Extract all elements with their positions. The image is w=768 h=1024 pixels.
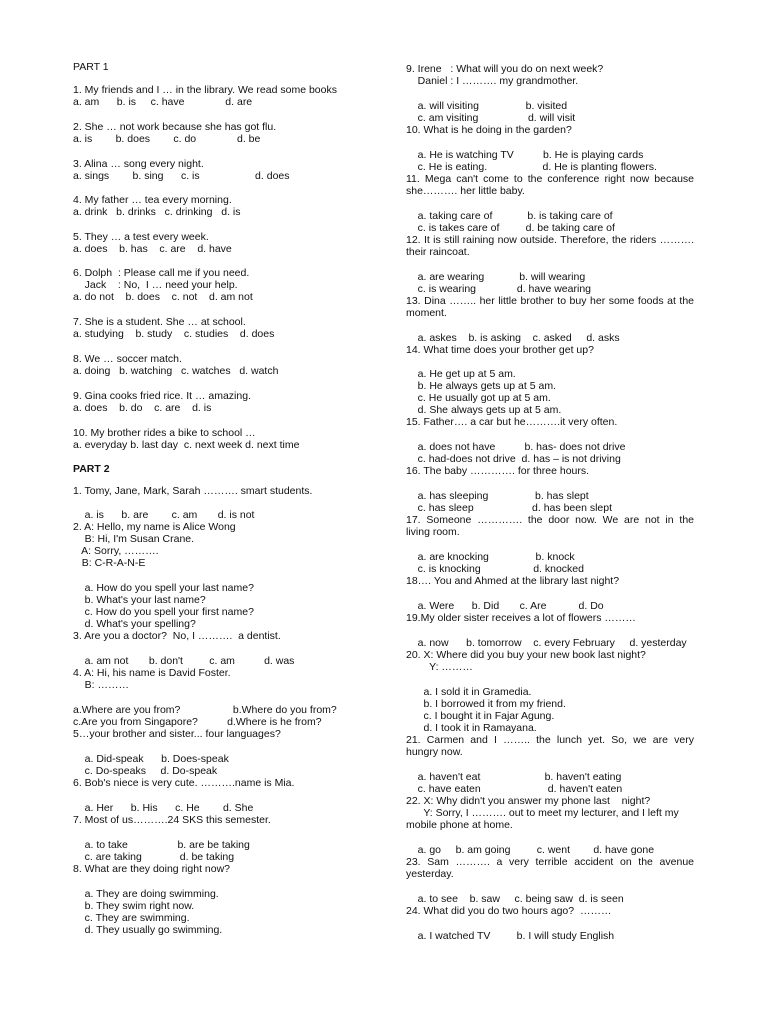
text-line: c. is knocking d. knocked bbox=[406, 563, 584, 575]
text-line: b. What's your last name? bbox=[73, 594, 206, 606]
text-line: c. He is eating. d. He is planting flowers. bbox=[406, 161, 657, 173]
text-line: 20. X: Where did you buy your new book last night? bbox=[406, 649, 646, 661]
text-line: a. to see b. saw c. being saw d. is seen bbox=[406, 893, 624, 905]
text-line: c. Do-speaks d. Do-speak bbox=[73, 765, 218, 777]
text-line: B: C-R-A-N-E bbox=[73, 557, 146, 569]
text-line: c.Are you from Singapore? d.Where is he from? bbox=[73, 716, 322, 728]
text-line: a. He is watching TV b. He is playing cards bbox=[406, 149, 644, 161]
text-line: a. askes b. is asking c. asked d. asks bbox=[406, 332, 620, 344]
text-line: 14. What time does your brother get up? bbox=[406, 344, 594, 356]
text-line: yesterday. bbox=[406, 868, 454, 880]
text-line: a. am b. is c. have d. are bbox=[73, 96, 253, 108]
text-line: a. everyday b. last day c. next week d. next time bbox=[73, 439, 300, 451]
text-line: a. I watched TV b. I will study English bbox=[406, 930, 615, 942]
text-line: 24. What did you do two hours ago? ……… bbox=[406, 905, 612, 917]
text-line: 7. Most of us……….24 SKS this semester. bbox=[73, 814, 271, 826]
text-line: 1. Tomy, Jane, Mark, Sarah ………. smart students. bbox=[73, 485, 313, 497]
text-line: c. are taking d. be taking bbox=[73, 851, 235, 863]
text-line: c. had-does not drive d. has – is not driving bbox=[406, 453, 621, 465]
text-line: a. I sold it in Gramedia. bbox=[406, 686, 532, 698]
text-line: a. drink b. drinks c. drinking d. is bbox=[73, 206, 241, 218]
text-line: a. does not have b. has- does not drive bbox=[406, 441, 626, 453]
text-line: c. has sleep d. has been slept bbox=[406, 502, 613, 514]
text-line: a. studying b. study c. studies d. does bbox=[73, 328, 275, 340]
text-line: 12. It is still raining now outside. Therefore, the riders ………. bbox=[406, 234, 694, 246]
text-line: hungry now. bbox=[406, 746, 463, 758]
text-line: a. are knocking b. knock bbox=[406, 551, 575, 563]
text-line: c. is takes care of d. be taking care of bbox=[406, 222, 615, 234]
text-line: a. How do you spell your last name? bbox=[73, 582, 254, 594]
text-line: a. does b. has c. are d. have bbox=[73, 243, 232, 255]
text-line: a. is b. are c. am d. is not bbox=[73, 509, 255, 521]
text-line: 2. She … not work because she has got flu. bbox=[73, 121, 277, 133]
text-line: Y: ……… bbox=[406, 661, 473, 673]
text-line: a. doing b. watching c. watches d. watch bbox=[73, 365, 279, 377]
text-line: b. They swim right now. bbox=[73, 900, 195, 912]
text-line: a. Were b. Did c. Are d. Do bbox=[406, 600, 604, 612]
text-line: 9. Irene : What will you do on next week? bbox=[406, 63, 604, 75]
text-line: 2. A: Hello, my name is Alice Wong bbox=[73, 521, 236, 533]
text-line: d. They usually go swimming. bbox=[73, 924, 223, 936]
text-line: d. I took it in Ramayana. bbox=[406, 722, 537, 734]
text-line: c. have eaten d. haven't eaten bbox=[406, 783, 623, 795]
text-line: a. haven't eat b. haven't eating bbox=[406, 771, 622, 783]
text-line: Jack : No, I … need your help. bbox=[73, 279, 238, 291]
text-line: 22. X: Why didn't you answer my phone last night? bbox=[406, 795, 651, 807]
text-line: c. am visiting d. will visit bbox=[406, 112, 576, 124]
text-line: a. has sleeping b. has slept bbox=[406, 490, 589, 502]
text-line: a. do not b. does c. not d. am not bbox=[73, 291, 253, 303]
text-line: a. Did-speak b. Does-speak bbox=[73, 753, 229, 765]
text-line: PART 2 bbox=[73, 463, 110, 475]
text-line: 23. Sam ………. a very terrible accident on the avenue bbox=[406, 856, 694, 868]
text-line: 10. My brother rides a bike to school … bbox=[73, 427, 256, 439]
text-line: 3. Are you a doctor? No, I ………. a dentist. bbox=[73, 630, 281, 642]
text-line: 9. Gina cooks fried rice. It … amazing. bbox=[73, 390, 251, 402]
text-line: a. am not b. don't c. am d. was bbox=[73, 655, 295, 667]
text-line: a. taking care of b. is taking care of bbox=[406, 210, 613, 222]
text-line: PART 1 bbox=[73, 61, 109, 73]
text-line: 15. Father…. a car but he……….it very often. bbox=[406, 416, 618, 428]
text-line: 3. Alina … song every night. bbox=[73, 158, 204, 170]
text-line: d. She always gets up at 5 am. bbox=[406, 404, 562, 416]
text-line: 19.My older sister receives a lot of flowers ……… bbox=[406, 612, 636, 624]
text-line: mobile phone at home. bbox=[406, 819, 513, 831]
text-line: c. I bought it in Fajar Agung. bbox=[406, 710, 555, 722]
text-line: a. does b. do c. are d. is bbox=[73, 402, 212, 414]
text-line: Y: Sorry, I ………. out to meet my lecturer, and I left my bbox=[406, 807, 679, 819]
text-line: 17. Someone …………. the door now. We are not in the bbox=[406, 514, 694, 526]
text-line: B: Hi, I'm Susan Crane. bbox=[73, 533, 195, 545]
text-line: A: Sorry, ………. bbox=[73, 545, 159, 557]
text-line: 13. Dina …….. her little brother to buy her some foods at the bbox=[406, 295, 694, 307]
text-line: c. He usually got up at 5 am. bbox=[406, 392, 551, 404]
text-line: living room. bbox=[406, 526, 460, 538]
text-line: a. are wearing b. will wearing bbox=[406, 271, 586, 283]
text-line: a. sings b. sing c. is d. does bbox=[73, 170, 290, 182]
text-line: Daniel : I ………. my grandmother. bbox=[406, 75, 579, 87]
text-line: a. go b. am going c. went d. have gone bbox=[406, 844, 655, 856]
text-line: 6. Dolph : Please call me if you need. bbox=[73, 267, 250, 279]
text-line: B: ……… bbox=[73, 679, 130, 691]
text-line: c. is wearing d. have wearing bbox=[406, 283, 591, 295]
text-line: a. They are doing swimming. bbox=[73, 888, 219, 900]
text-line: a. is b. does c. do d. be bbox=[73, 133, 261, 145]
text-line: 10. What is he doing in the garden? bbox=[406, 124, 572, 136]
text-line: a. He get up at 5 am. bbox=[406, 368, 516, 380]
text-line: 16. The baby …………. for three hours. bbox=[406, 465, 590, 477]
text-line: she………. her little baby. bbox=[406, 185, 525, 197]
text-line: 6. Bob's niece is very cute. ……….name is Mia. bbox=[73, 777, 295, 789]
text-line: 8. What are they doing right now? bbox=[73, 863, 231, 875]
text-line: c. They are swimming. bbox=[73, 912, 190, 924]
text-line: 8. We … soccer match. bbox=[73, 353, 182, 365]
text-line: a. now b. tomorrow c. every February d. yesterday bbox=[406, 637, 687, 649]
text-line: 5…your brother and sister... four languages? bbox=[73, 728, 281, 740]
text-line: 18…. You and Ahmed at the library last night? bbox=[406, 575, 620, 587]
text-line: b. He always gets up at 5 am. bbox=[406, 380, 556, 392]
text-line: 7. She is a student. She … at school. bbox=[73, 316, 246, 328]
text-line: their raincoat. bbox=[406, 246, 470, 258]
text-line: c. How do you spell your first name? bbox=[73, 606, 254, 618]
text-line: moment. bbox=[406, 307, 447, 319]
text-line: 5. They … a test every week. bbox=[73, 231, 209, 243]
text-line: 21. Carmen and I …….. the lunch yet. So, we are very bbox=[406, 734, 694, 746]
text-line: 4. My father … tea every morning. bbox=[73, 194, 232, 206]
text-line: a. will visiting b. visited bbox=[406, 100, 568, 112]
text-line: a.Where are you from? b.Where do you from? bbox=[73, 704, 337, 716]
text-line: a. Her b. His c. He d. She bbox=[73, 802, 254, 814]
text-line: d. What's your spelling? bbox=[73, 618, 196, 630]
text-line: 4. A: Hi, his name is David Foster. bbox=[73, 667, 231, 679]
text-line: 1. My friends and I … in the library. We read some books bbox=[73, 84, 337, 96]
text-line: b. I borrowed it from my friend. bbox=[406, 698, 566, 710]
text-line: a. to take b. are be taking bbox=[73, 839, 250, 851]
text-line: 11. Mega can't come to the conference right now because bbox=[406, 173, 694, 185]
